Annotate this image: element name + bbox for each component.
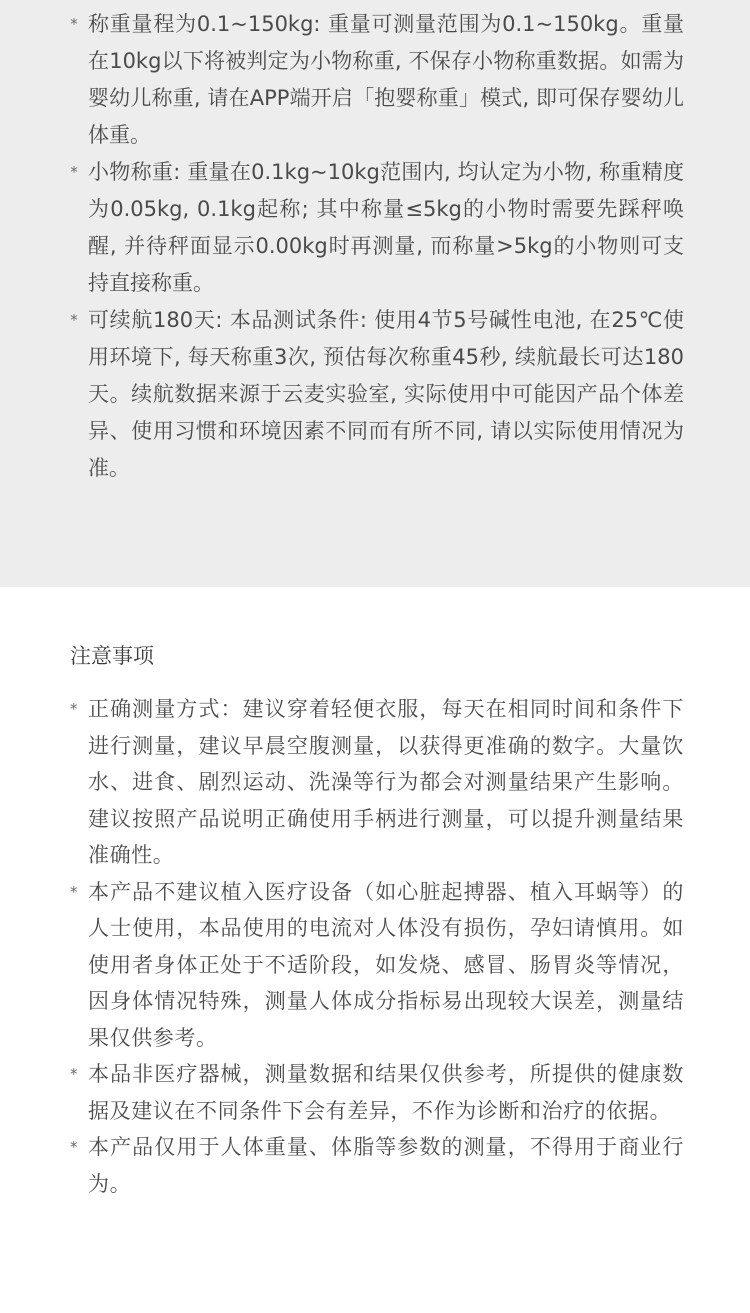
note-item-text: 正确测量方式：建议穿着轻便衣服，每天在相同时间和条件下进行测量，建议早晨空腹测量，以获得更准确的数字。大量饮水、进食、剧烈运动、洗澡等行为都会对测量结果产生影响。建议按照产品说明正确使用手柄进行测量，可以提升测量结果准确性。 bbox=[88, 697, 684, 867]
specs-section bbox=[0, 0, 750, 587]
note-item-measurement-method bbox=[0, 691, 750, 874]
note-item-text: 本产品不建议植入医疗设备（如心脏起搏器、植入耳蜗等）的人士使用，本品使用的电流对人体没有损伤，孕妇请慎用。如使用者身体正处于不适阶段，如发烧、感冒、肠胃炎等情况，因身体情况特殊，测量人体成分指标易出现较大误差，测量结果仅供参考。 bbox=[88, 879, 684, 1050]
note-item-not-medical-device bbox=[0, 1056, 750, 1129]
bullet-asterisk-icon: * bbox=[70, 311, 78, 329]
bullet-asterisk-icon: * bbox=[70, 15, 78, 33]
bullet-asterisk-icon: * bbox=[69, 1065, 79, 1083]
spec-item-battery-life bbox=[0, 302, 750, 487]
note-item-text: 本产品仅用于人体重量、体脂等参数的测量，不得用于商业行为。 bbox=[88, 1135, 684, 1196]
spec-item-small-object bbox=[0, 154, 750, 302]
spec-item-weight-range bbox=[0, 6, 750, 154]
notes-section bbox=[0, 587, 750, 1313]
specs-list bbox=[0, 6, 750, 487]
bullet-asterisk-icon: * bbox=[69, 1138, 79, 1156]
notes-list bbox=[0, 673, 750, 1202]
spec-item-text: 称重量程为0.1~150kg: 重量可测量范围为0.1~150kg。重量在10kg以下将被判定为小物称重, 不保存小物称重数据。如需为婴幼儿称重, 请在APP端开启「抱婴称重」模式, 即可保存婴幼儿体重。 bbox=[88, 12, 684, 147]
spec-item-text: 可续航180天: 本品测试条件: 使用4节5号碱性电池, 在25℃使用环境下, 每天称重3次, 预估每次称重45秒, 续航最长可达180天。续航数据来源于云麦实验室, 实际使用中可能因产品个体差异、使用习惯和环境因素不同而有所不同, 请以实际使用情况为准。 bbox=[88, 308, 684, 480]
note-item-medical-device-warning bbox=[0, 874, 750, 1057]
note-item-usage-scope bbox=[0, 1129, 750, 1202]
bullet-asterisk-icon: * bbox=[70, 163, 78, 181]
bullet-asterisk-icon: * bbox=[69, 882, 79, 901]
notes-title: 注意事项 bbox=[70, 644, 154, 668]
bullet-asterisk-icon: * bbox=[69, 700, 79, 718]
spec-item-text: 小物称重: 重量在0.1kg~10kg范围内, 均认定为小物, 称重精度为0.05kg, 0.1kg起称; 其中称量≤5kg的小物时需要先踩秤唤醒, 并待秤面显示0.00kg时再测量, 而称量>5kg的小物则可支持直接称重。 bbox=[88, 160, 684, 295]
note-item-text: 本品非医疗器械，测量数据和结果仅供参考，所提供的健康数据及建议在不同条件下会有差异，不作为诊断和治疗的依据。 bbox=[88, 1062, 684, 1123]
